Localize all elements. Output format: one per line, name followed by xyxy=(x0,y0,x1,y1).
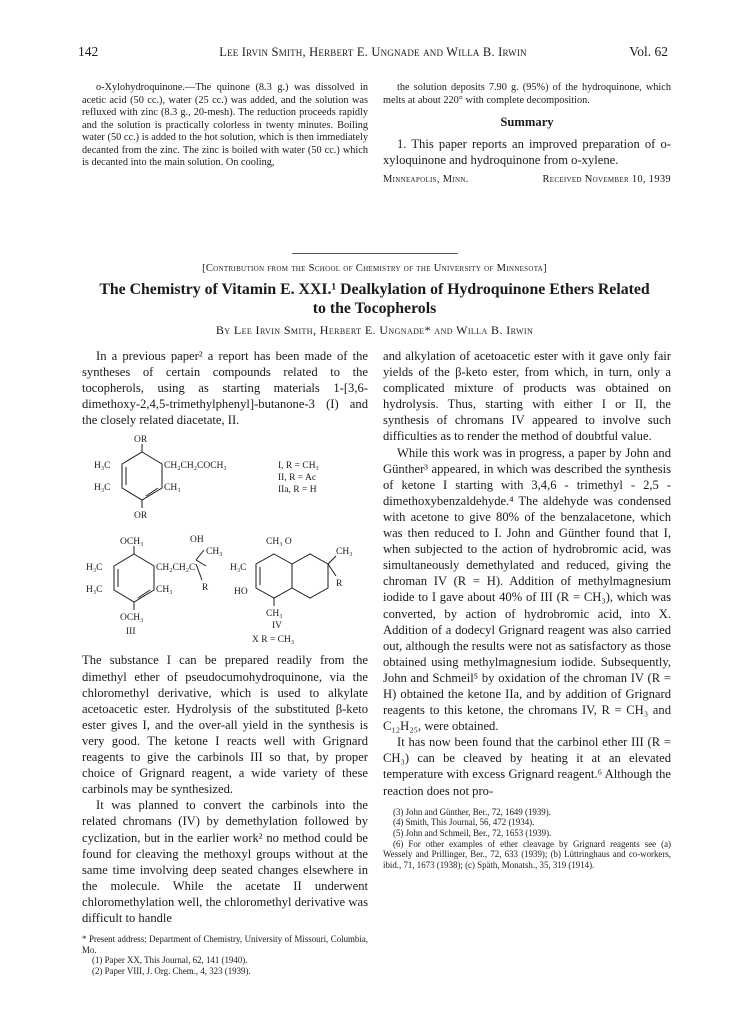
prev-article-paragraph-end: the solution deposits 7.90 g. (95%) of the hydroquinone, which melts at about 220° with complete decomposition. xyxy=(383,82,671,106)
struct3-och3-bottom: OCH₃ xyxy=(120,613,144,624)
struct1-h3c-1: H₃C xyxy=(94,461,111,472)
structure-1-ring xyxy=(122,452,162,500)
struct3-h3c-1: H₃C xyxy=(86,563,103,574)
structure-4-ring-b xyxy=(292,554,328,598)
footnote-6: (6) For other examples of ether cleavage by Grignard reagents see (a) Wessely and Prillinger, Ber., 72, 633 (1939); (b) Lüttringhaus and co-workers, ibid., 71, 1673 (1938); (c) Späth, Monatsh., 35, 319 (1914). xyxy=(383,838,671,871)
struct4-ch3o: CH₃ O xyxy=(266,537,292,548)
struct4-r: R xyxy=(336,579,343,590)
legend-line-1: I, R = CH₃ xyxy=(278,461,319,472)
structure-4-ring-a xyxy=(256,554,292,598)
struct4-sublabel: X R = CH₃ xyxy=(252,635,295,646)
running-head-authors: Lee Irvin Smith, Herbert E. Ungnade and Willa B. Irwin xyxy=(219,45,527,59)
footnote-5: (5) John and Schmeil, Ber., 72, 1653 (1939). xyxy=(393,828,552,839)
structures-drawing xyxy=(82,430,368,680)
left-paragraph-2: The substance I can be prepared readily from the dimethyl ether of pseudocumohydroquinone, via the chloromethyl derivative, which is used to alkylate acetoacetic ester. Hydrolysis of the substituted β-keto ester gives I, and the over-all yield in the synthesis is very good. The ketone I reacts well with Grignard reagents to give the carbinols III so that, by proper choice of Grignard reagent, a wide variety of these carbinols may be synthesized. xyxy=(82,653,368,797)
left-column xyxy=(82,348,368,977)
struct1-ch3: CH₃ xyxy=(164,483,181,494)
signature-received: Received November 10, 1939 xyxy=(542,174,671,186)
structure-1 xyxy=(94,435,227,521)
structure-3-ring xyxy=(114,554,154,602)
left-paragraph-1: In a previous paper² a report has been made of the syntheses of certain compounds related to the tocopherols, using as starting materials 1-[3,6-dimethoxy-2,4,5-trimethylphenyl]-butanone-3 (I) and the closely related diacetate, II. xyxy=(82,349,368,428)
footnote-3: (3) John and Günther, Ber., 72, 1649 (1939). xyxy=(393,806,551,817)
page-number: 142 xyxy=(78,44,99,59)
right-footnotes xyxy=(383,807,671,871)
struct3-r: R xyxy=(202,583,209,594)
struct4-h3c: H₃C xyxy=(230,563,247,574)
right-column xyxy=(383,348,671,871)
article-title-line-2: to the Tocopherols xyxy=(312,299,437,317)
running-head xyxy=(78,44,668,64)
contribution-line: [Contribution from the School of Chemistry of the University of Minnesota] xyxy=(202,263,547,274)
footnote-2: (2) Paper VIII, J. Org. Chem., 4, 323 (1939). xyxy=(92,966,251,977)
volume-label: Vol. 62 xyxy=(629,44,668,59)
right-paragraph-3: It has now been found that the carbinol ether III (R = CH₃) can be cleaved by heating it at an elevated temperature with excess Grignard reagent.⁶ Although the reaction does not pro- xyxy=(383,735,671,798)
right-paragraph-1: and alkylation of acetoacetic ester with it gave only fair yields of the β-keto ester, from which, in turn, only a complicated mixture of products was obtained on hydrolysis. Thus, starting with either I or II, the synthesis of chromans IV appeared to involve such difficulties as to render the method of doubtful value. xyxy=(383,349,671,444)
prev-article-right-column xyxy=(383,82,671,185)
struct3-ch3: CH₃ xyxy=(206,547,223,558)
struct4-ch3-bottom: CH₃ xyxy=(266,609,283,620)
struct3-h3c-2: H₃C xyxy=(86,585,103,596)
struct3-chain: CH₂CH₂C xyxy=(156,563,196,574)
struct1-h3c-2: H₃C xyxy=(94,483,111,494)
article-byline: By Lee Irvin Smith, Herbert E. Ungnade* and Willa B. Irwin xyxy=(215,323,534,337)
struct3-label: III xyxy=(126,627,136,638)
footnote-1: (1) Paper XX, This Journal, 62, 141 (1940). xyxy=(92,955,248,966)
article-title xyxy=(60,281,689,318)
structure-legend xyxy=(278,461,319,495)
prev-article-left-column xyxy=(82,82,368,170)
left-paragraph-3: It was planned to convert the carbinols into the related chromans (IV) by demethylation followed by cyclization, but in the earlier work² no method could be found for cleaving the methoxyl groups without at the same time involving deep seated changes elsewhere in the molecule. While the acetate II underwent chloromethylation well, the chloromethyl derivative was difficult to handle xyxy=(82,798,368,925)
right-paragraph-2: While this work was in progress, a paper by John and Günther³ appeared, in which was described the synthesis of ketone I starting with 3,4,6 - trimethyl - 2,5 - dimethoxybenzaldehyde.⁴ The aldehyde was condensed with acetone to give 80% of the benzalacetone, which was then reduced to I. John and Günther found that I, when subjected to the action of hydrobromic acid, was simultaneously demethylated and reduced, giving the chroman IV (R = H). Addition of methylmagnesium iodide to I gave about 40% of III (R = CH₃), which was converted, by action of hydrobromic acid, into X. Addition of a dodecyl Grignard reagent was also carried out, although the results were not as satisfactory as those obtained using methylmagnesium iodide. Subsequently, John and Schmeil⁵ by oxidation of the chroman IV (R = H) obtained the ketone IIa, and by addition of Grignard reagents to this ketone, the chromans IV, R = CH₃ and C₁₂H₂₅, were obtained. xyxy=(383,445,671,734)
struct4-ch3: CH₃ xyxy=(336,547,353,558)
legend-line-3: IIa, R = H xyxy=(278,485,317,496)
chemical-structures xyxy=(82,430,368,680)
struct3-oh: OH xyxy=(190,535,204,546)
footnote-4: (4) Smith, This Journal, 56, 472 (1934). xyxy=(393,817,535,828)
article-divider xyxy=(292,253,458,254)
legend-line-2: II, R = Ac xyxy=(278,473,317,484)
struct3-ch3-ring: CH₃ xyxy=(156,585,173,596)
structure-3 xyxy=(86,535,223,637)
struct1-or-bottom: OR xyxy=(134,511,148,522)
article-title-line-1: The Chemistry of Vitamin E. XXI.¹ Dealkylation of Hydroquinone Ethers Related xyxy=(99,281,650,298)
signature-line xyxy=(383,174,671,185)
struct3-och3-top: OCH₃ xyxy=(120,537,144,548)
struct1-chain: CH₂CH₂COCH₃ xyxy=(164,461,227,472)
struct4-label: IV xyxy=(272,621,283,632)
structure-4 xyxy=(230,537,353,645)
summary-heading: Summary xyxy=(500,115,554,129)
summary-text: 1. This paper reports an improved preparation of o-xyloquinone and hydroquinone from o-xylene. xyxy=(383,137,671,168)
left-footnotes xyxy=(82,934,368,977)
struct4-ho: HO xyxy=(234,587,248,598)
footnote-star: * Present address: Department of Chemistry, University of Missouri, Columbia, Mo. xyxy=(82,934,368,955)
prev-article-paragraph: o-Xylohydroquinone.—The quinone (8.3 g.) was dissolved in acetic acid (50 cc.), water (25 cc.) was added, and the solution was refluxed with zinc (8.3 g., 20-mesh). The reduction proceeds rapidly and the solution is practically colorless in twenty minutes. Boiling water (50 cc.) is added to the hot solution, which is then immediately decanted from the zinc. The zinc is boiled with water (50 cc.) which is decanted into the main solution. On cooling, xyxy=(82,82,368,168)
struct1-or-top: OR xyxy=(134,435,148,446)
signature-place: Minneapolis, Minn. xyxy=(383,174,469,186)
